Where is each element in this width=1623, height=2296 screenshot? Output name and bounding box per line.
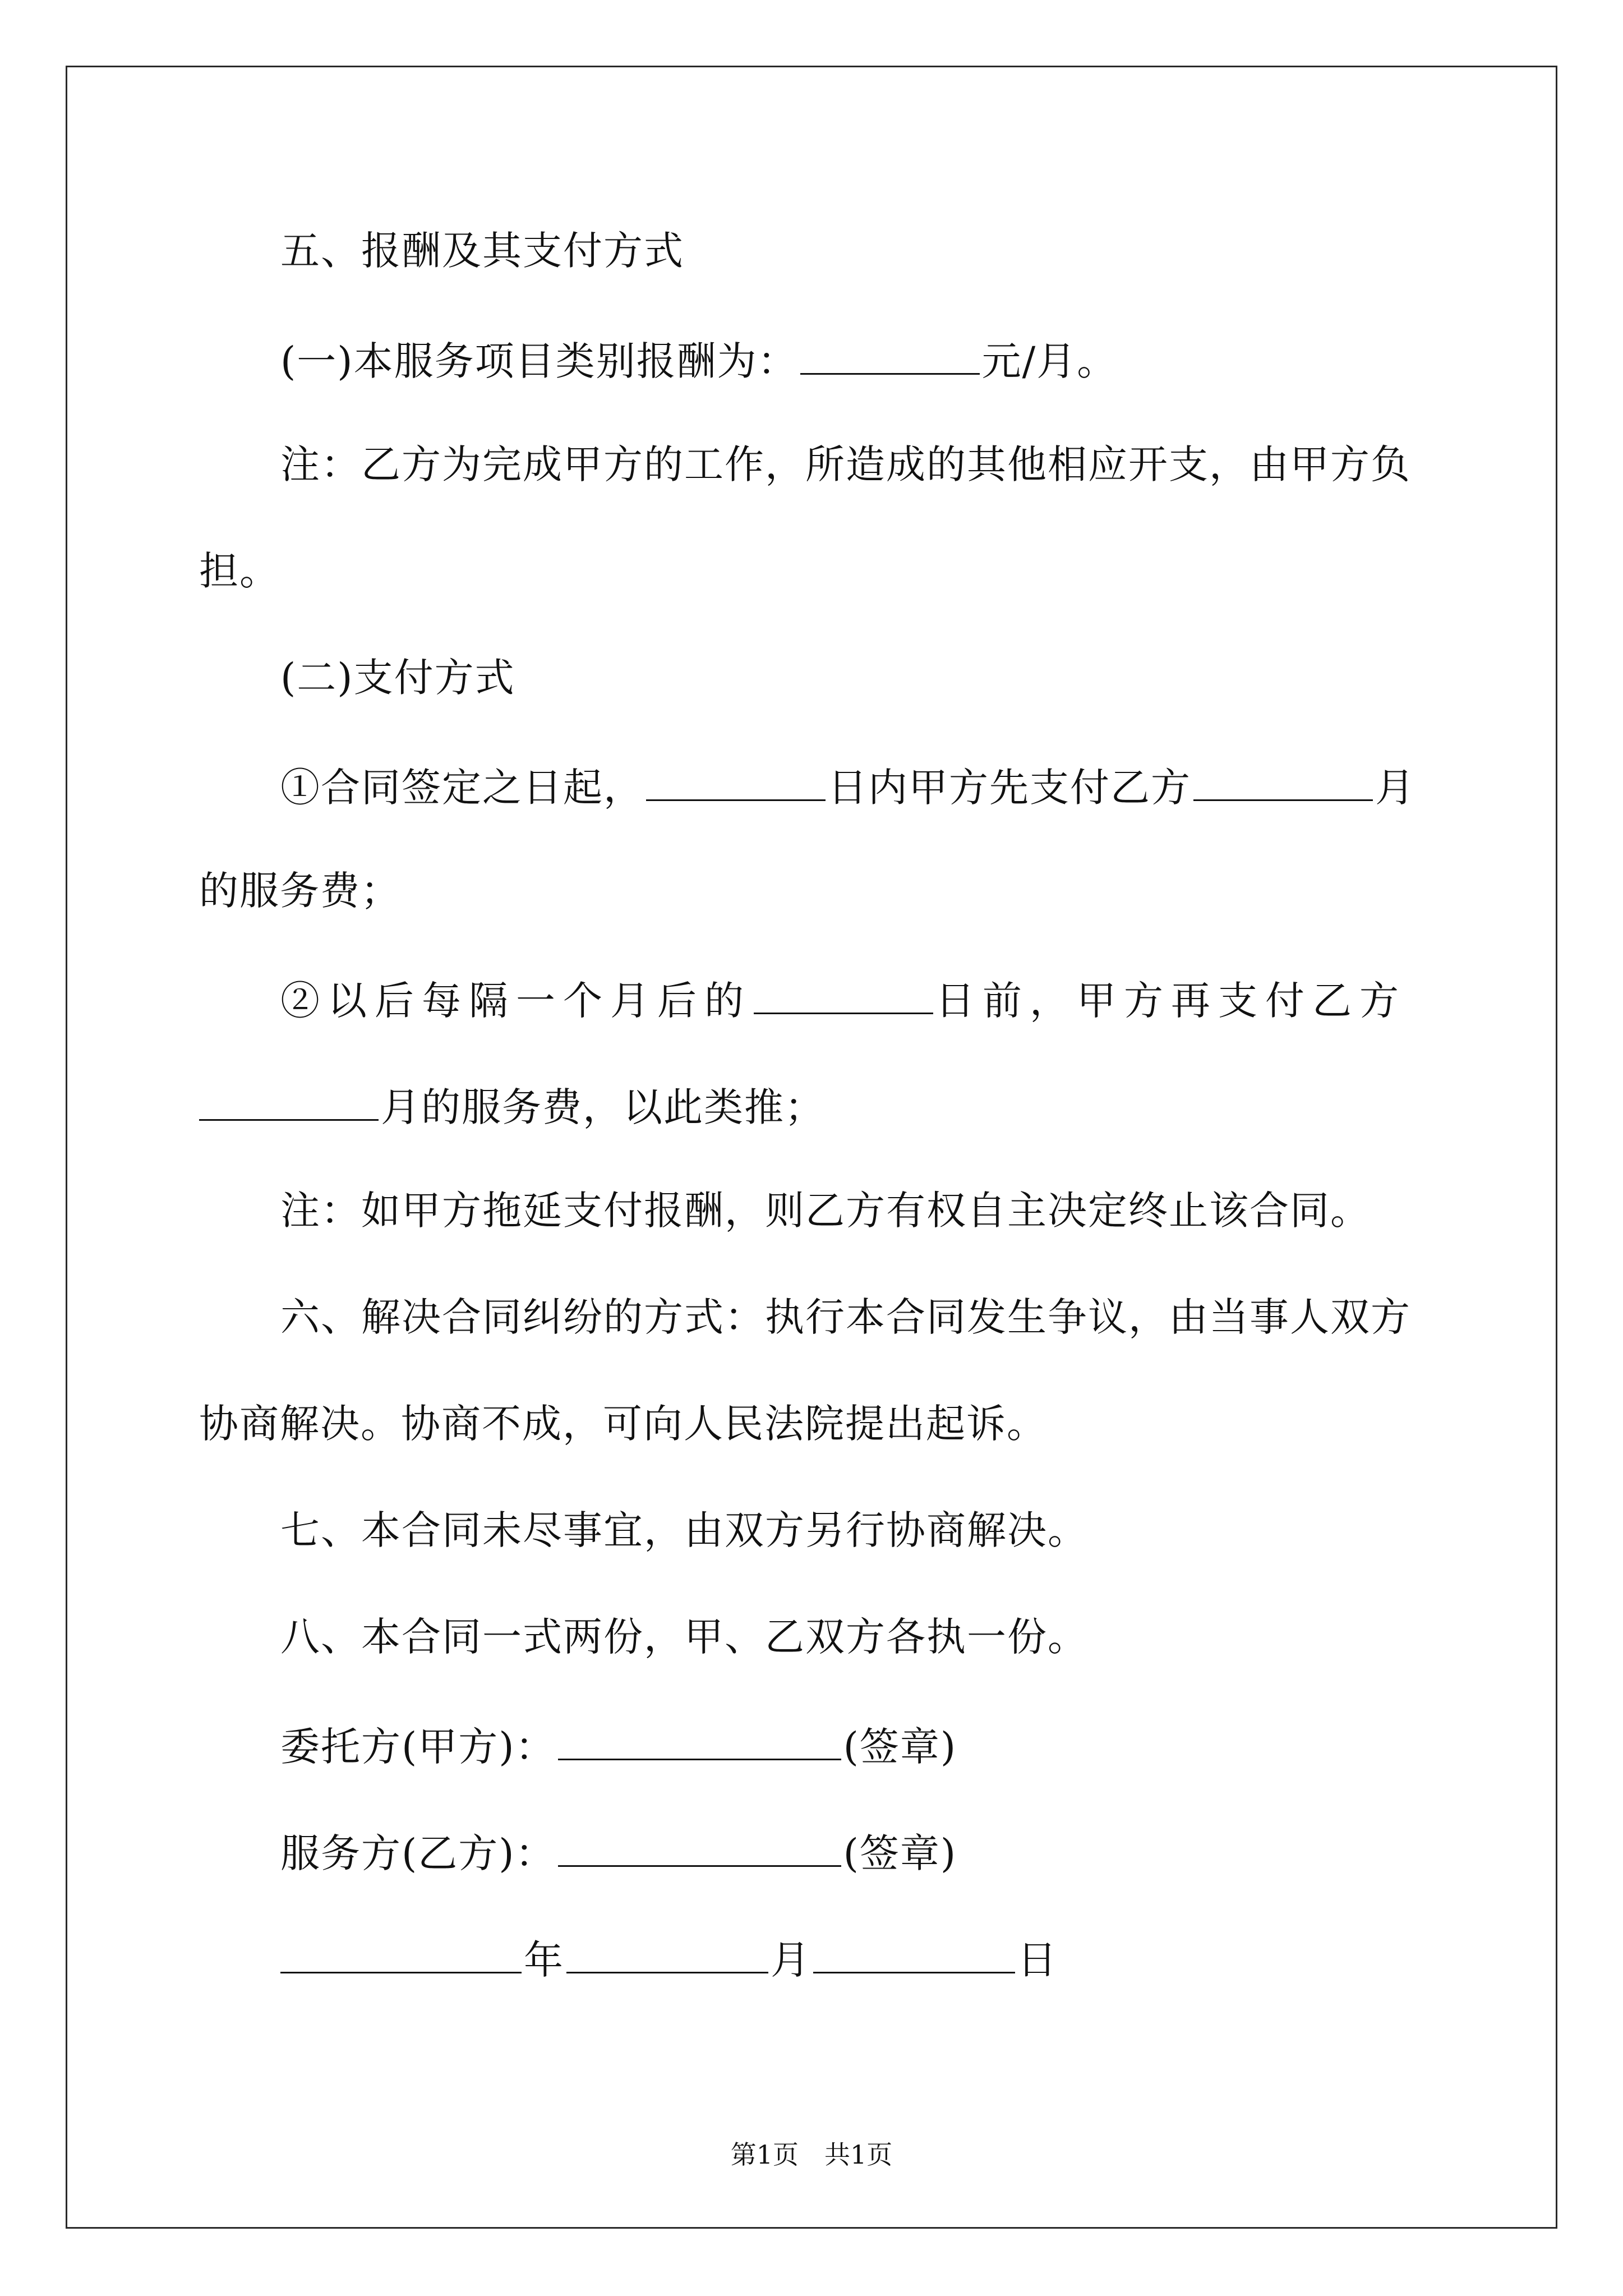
payment-2-text-1: ②以后每隔一个月后的	[280, 978, 751, 1024]
note-2: 注：如甲方拖延支付报酬，则乙方有权自主决定终止该合同。	[280, 1188, 1371, 1234]
party-a-label: 委托方(甲方)：	[280, 1724, 556, 1770]
payment-2-line-b	[199, 1084, 825, 1130]
fill-blank-day	[754, 978, 933, 1014]
note-1-line-a	[280, 441, 1424, 487]
payment-1-text-2: 日内甲方先支付乙方	[828, 765, 1191, 811]
section-5-1-suffix: 元/月。	[981, 338, 1118, 384]
date-year-blank	[280, 1937, 522, 1973]
date-day-blank	[813, 1937, 1015, 1973]
payment-1-text-1: ①合同签定之日起，	[280, 765, 644, 811]
party-a-signature-line	[280, 1724, 957, 1770]
fill-blank-month	[199, 1084, 379, 1121]
section-5-2-title: (二)支付方式	[280, 655, 515, 701]
date-month-blank	[566, 1937, 768, 1973]
page-border	[66, 66, 1557, 2229]
date-day-label: 日	[1017, 1937, 1058, 1983]
section-6-line-a: 六、解决合同纠纷的方式：执行本合同发生争议，由当事人双方	[280, 1294, 1411, 1340]
section-5-1-prefix: (一)本服务项目类别报酬为：	[280, 338, 798, 384]
payment-2-text-3: 月的服务费，以此类推；	[381, 1084, 825, 1130]
page-footer: 第1页 共1页	[730, 2139, 893, 2170]
note-1-text-a: 注：乙方为完成甲方的工作，所造成的其他相应开支，由甲方负	[280, 441, 1411, 487]
party-b-sign: (签章)	[843, 1830, 957, 1876]
note-1-line-b: 担。	[199, 548, 280, 594]
fill-blank-days	[646, 765, 826, 801]
payment-1-text-3: 月	[1375, 765, 1415, 811]
party-a-blank	[558, 1724, 841, 1760]
party-b-signature-line	[280, 1830, 957, 1876]
payment-1-line-b: 的服务费；	[199, 868, 401, 914]
payment-1-line-a	[280, 765, 1415, 811]
section-5-1	[280, 338, 1118, 384]
section-6-line-b: 协商解决。协商不成，可向人民法院提出起诉。	[199, 1401, 1047, 1447]
party-a-sign: (签章)	[843, 1724, 957, 1770]
payment-2-text-2: 日前，甲方再支付乙方	[935, 978, 1407, 1024]
date-month-label: 月	[771, 1937, 811, 1983]
date-line	[280, 1937, 1058, 1983]
fill-blank-months	[1193, 765, 1373, 801]
party-b-label: 服务方(乙方)：	[280, 1830, 556, 1876]
fill-blank-fee	[800, 338, 980, 375]
payment-2-line-a	[280, 978, 1407, 1024]
section-5-title: 五、报酬及其支付方式	[280, 228, 684, 274]
party-b-blank	[558, 1830, 841, 1867]
date-year-label: 年	[524, 1937, 564, 1983]
section-8: 八、本合同一式两份，甲、乙双方各执一份。	[280, 1614, 1088, 1660]
section-7: 七、本合同未尽事宜，由双方另行协商解决。	[280, 1507, 1088, 1553]
